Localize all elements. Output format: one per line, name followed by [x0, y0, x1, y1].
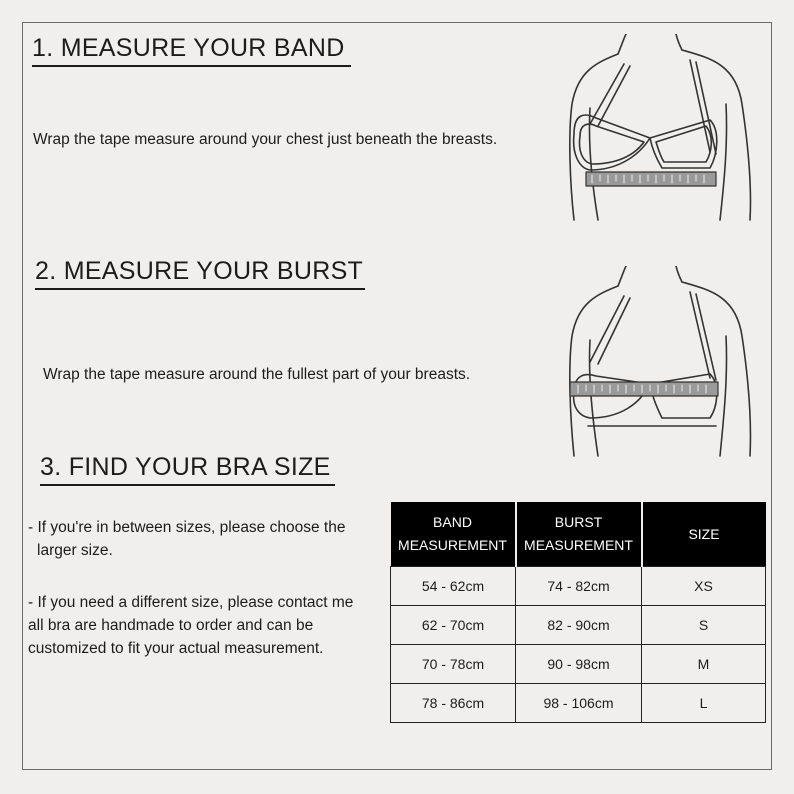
- torso-band-measure-icon: [560, 34, 760, 224]
- table-row: [391, 684, 766, 723]
- size-note-between-line2: larger size.: [37, 542, 113, 559]
- size-note-custom-line3: customized to fit your actual measurement.: [28, 640, 324, 657]
- size-chart-table: [390, 502, 766, 723]
- header-burst: [516, 502, 642, 567]
- step3-heading: 3. FIND YOUR BRA SIZE: [40, 452, 335, 486]
- size-note-custom-line1: - If you need a different size, please contact me: [28, 594, 354, 611]
- size-cell: L: [642, 684, 766, 723]
- header-size: [642, 502, 766, 567]
- header-band-line1: BAND: [433, 514, 472, 530]
- size-cell: S: [642, 606, 766, 645]
- burst-cell: 98 - 106cm: [516, 684, 642, 723]
- burst-cell: 74 - 82cm: [516, 567, 642, 606]
- step1-instruction: Wrap the tape measure around your chest just beneath the breasts.: [33, 131, 498, 148]
- header-band-line2: MEASUREMENT: [398, 537, 507, 553]
- header-size-line1: SIZE: [688, 525, 720, 542]
- table-header-row: [391, 502, 766, 567]
- band-cell: 54 - 62cm: [391, 567, 516, 606]
- band-cell: 78 - 86cm: [391, 684, 516, 723]
- size-cell: XS: [642, 567, 766, 606]
- size-note-between: [28, 516, 388, 562]
- header-burst-line2: MEASUREMENT: [524, 537, 633, 553]
- band-cell: 70 - 78cm: [391, 645, 516, 684]
- size-note-between-line1: - If you're in between sizes, please choose the: [28, 519, 346, 536]
- torso-bust-measure-icon: [560, 266, 760, 458]
- band-cell: 62 - 70cm: [391, 606, 516, 645]
- table-row: [391, 567, 766, 606]
- size-cell: M: [642, 645, 766, 684]
- table-row: [391, 606, 766, 645]
- step2-instruction: Wrap the tape measure around the fullest part of your breasts.: [43, 366, 471, 383]
- size-note-custom: [28, 591, 388, 660]
- header-band: [391, 502, 516, 567]
- burst-cell: 82 - 90cm: [516, 606, 642, 645]
- step2-heading: 2. MEASURE YOUR BURST: [35, 256, 365, 290]
- table-row: [391, 645, 766, 684]
- burst-cell: 90 - 98cm: [516, 645, 642, 684]
- size-note-custom-line2: all bra are handmade to order and can be: [28, 617, 314, 634]
- step1-heading: 1. MEASURE YOUR BAND: [32, 33, 351, 67]
- header-burst-line1: BURST: [554, 514, 603, 530]
